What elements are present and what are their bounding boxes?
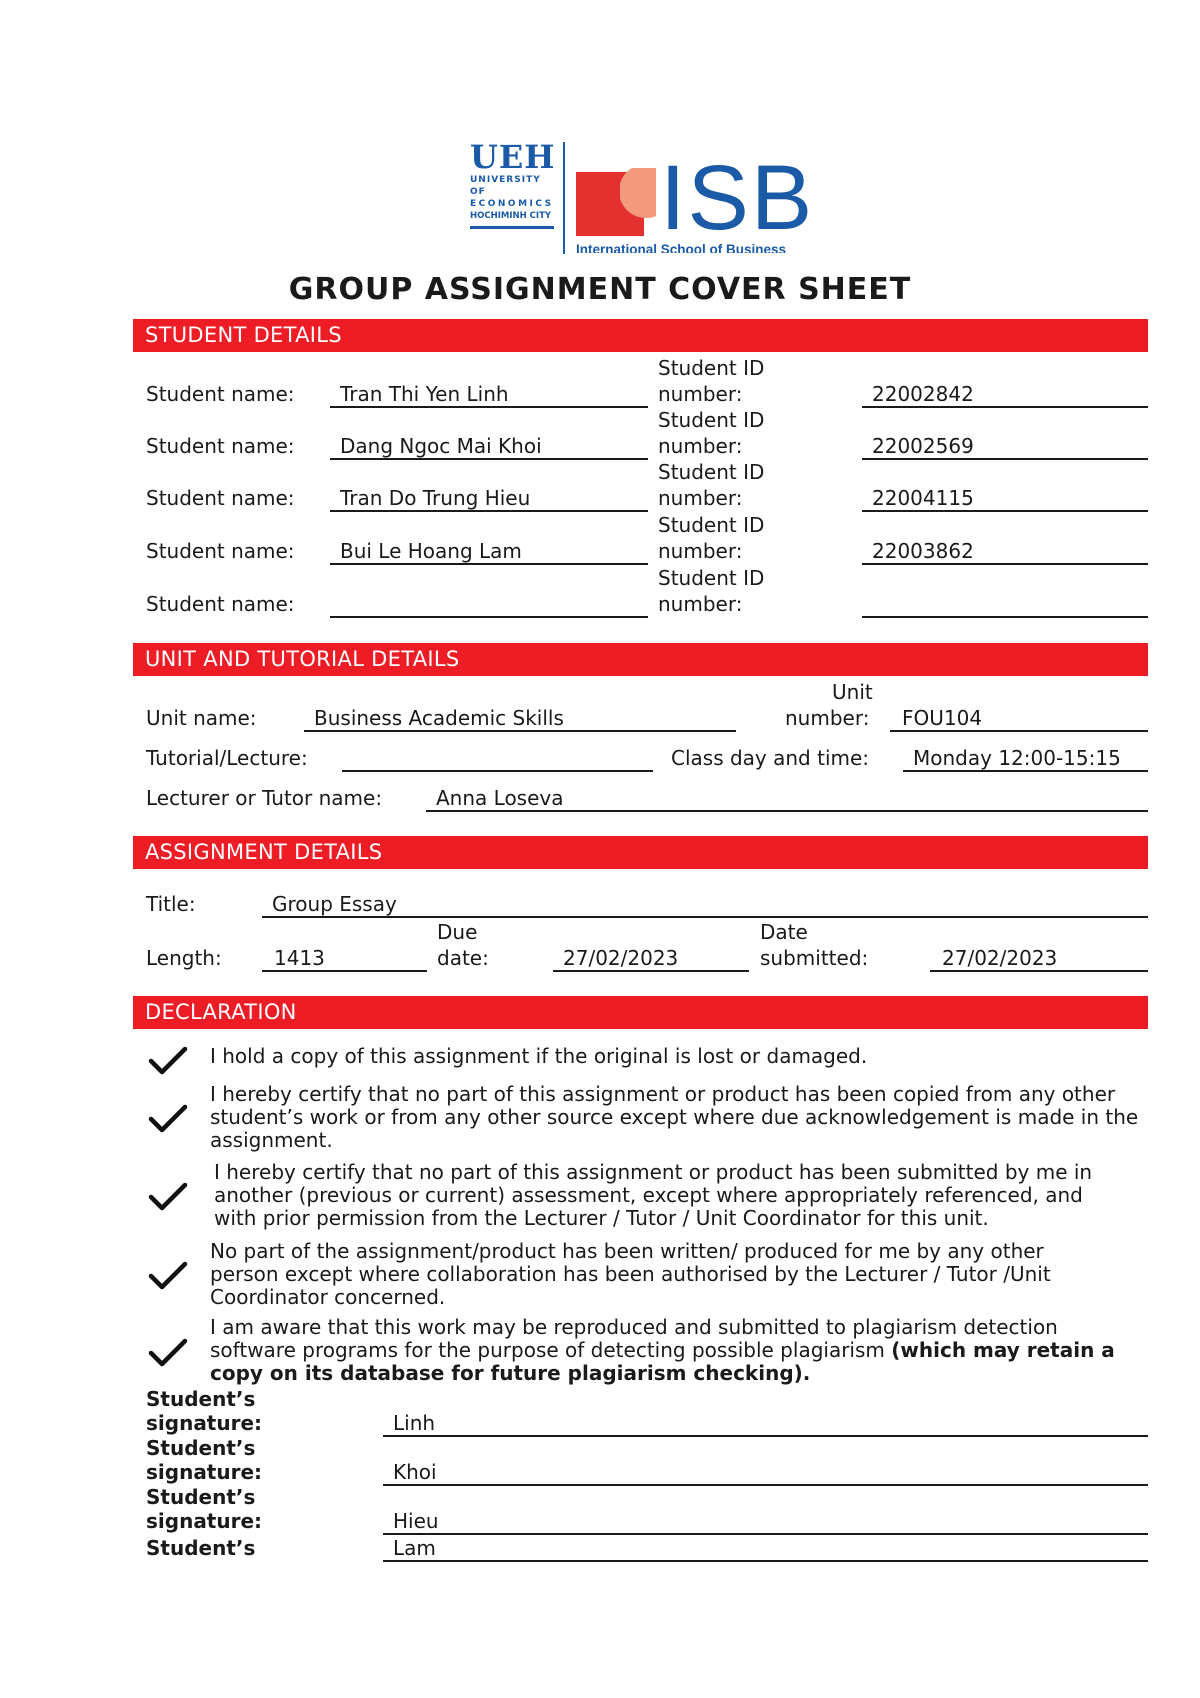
check-icon <box>148 1181 188 1213</box>
student-id-value: 22002569 <box>872 434 974 458</box>
signature-value: Hieu <box>393 1509 439 1533</box>
ueh-logo-line1: UNIVERSITY OF <box>470 175 541 197</box>
submitted-value: 27/02/2023 <box>942 946 1058 970</box>
declaration-item-5-text: I am aware that this work may be reproduced and submitted to plagiarism detection software programs for the purpose of detecting possible plagiarism <box>210 1315 1058 1362</box>
declaration-item-5 <box>210 1316 1145 1385</box>
class-day-label: Class day and time: <box>671 746 870 770</box>
tutorial-label: Tutorial/Lecture: <box>146 746 308 770</box>
unit-number-value: FOU104 <box>902 706 983 730</box>
student-name-value: Tran Thi Yen Linh <box>340 382 509 406</box>
signature-value: Khoi <box>393 1460 437 1484</box>
student-id-label-1: Student ID <box>658 460 765 484</box>
length-value: 1413 <box>274 946 325 970</box>
submitted-label-1: Date <box>760 920 808 944</box>
length-label: Length: <box>146 946 222 970</box>
student-id-label-1: Student ID <box>658 408 765 432</box>
unit-number-label-2: number: <box>785 706 870 730</box>
unit-name-label: Unit name: <box>146 706 257 730</box>
signature-label-2: signature: <box>146 1411 263 1435</box>
student-id-value: 22003862 <box>872 539 974 563</box>
student-name-label: Student name: <box>146 486 295 510</box>
class-day-value: Monday 12:00-15:15 <box>913 746 1121 770</box>
signature-label-2: signature: <box>146 1509 263 1533</box>
section-declaration: DECLARATION <box>133 996 1148 1029</box>
signature-label-2: signature: <box>146 1460 263 1484</box>
check-icon <box>148 1260 188 1292</box>
student-id-value: 22002842 <box>872 382 974 406</box>
student-id-value: 22004115 <box>872 486 974 510</box>
due-label-2: date: <box>437 946 489 970</box>
signature-label-1: Student’s <box>146 1485 256 1509</box>
isb-logo-mark <box>576 168 656 240</box>
declaration-item-1: I hold a copy of this assignment if the original is lost or damaged. <box>210 1044 868 1068</box>
student-id-label-1: Student ID <box>658 566 765 590</box>
check-icon <box>148 1103 188 1135</box>
signature-value: Lam <box>393 1536 436 1560</box>
student-name-value: Dang Ngoc Mai Khoi <box>340 434 542 458</box>
due-value: 27/02/2023 <box>563 946 679 970</box>
student-name-label: Student name: <box>146 539 295 563</box>
student-name-value: Tran Do Trung Hieu <box>340 486 531 510</box>
unit-name-value: Business Academic Skills <box>314 706 564 730</box>
declaration-item-2: I hereby certify that no part of this assignment or product has been copied from any other student’s work or from any other source except where due acknowledgement is made in the assignment. <box>210 1082 1139 1152</box>
student-name-value: Bui Le Hoang Lam <box>340 539 522 563</box>
section-student-details: STUDENT DETAILS <box>133 319 1148 352</box>
student-name-label: Student name: <box>146 434 295 458</box>
lecturer-label: Lecturer or Tutor name: <box>146 786 383 810</box>
lecturer-value: Anna Loseva <box>436 786 564 810</box>
declaration-item-5-bold: (which may retain a copy on its database for future plagiarism checking). <box>210 1338 1115 1385</box>
signature-label-1: Student’s <box>146 1387 256 1411</box>
student-id-label-2: number: <box>658 539 743 563</box>
isb-logo-text: ISB <box>660 147 815 249</box>
declaration-item-3: I hereby certify that no part of this assignment or product has been submitted by me in another (previous or current) assessment, except where appropriately referenced, and with prior permission from the Lecturer / Tutor / Unit Coordinator for this unit. <box>214 1160 1093 1230</box>
page-title: GROUP ASSIGNMENT COVER SHEET <box>288 272 912 307</box>
signature-label-1: Student’s <box>146 1536 256 1560</box>
signature-label-1: Student’s <box>146 1436 256 1460</box>
signature-value: Linh <box>393 1411 436 1435</box>
student-id-label-2: number: <box>658 486 743 510</box>
assignment-title-label: Title: <box>146 892 196 916</box>
unit-number-label-1: Unit <box>832 680 873 704</box>
ueh-logo-text: UEH <box>470 138 556 176</box>
student-id-label-2: number: <box>658 592 743 616</box>
ueh-logo <box>470 140 558 230</box>
check-icon <box>148 1337 188 1369</box>
student-name-label: Student name: <box>146 592 295 616</box>
section-unit-details: UNIT AND TUTORIAL DETAILS <box>133 643 1148 676</box>
ueh-logo-line2: ECONOMICS <box>470 199 554 209</box>
section-assignment-details: ASSIGNMENT DETAILS <box>133 836 1148 869</box>
isb-logo-caption: International School of Business <box>576 243 787 253</box>
student-id-label-1: Student ID <box>658 356 765 380</box>
assignment-title-value: Group Essay <box>272 892 397 916</box>
student-id-label-1: Student ID <box>658 513 765 537</box>
submitted-label-2: submitted: <box>760 946 869 970</box>
ueh-logo-line3: HOCHIMINH CITY <box>470 211 552 221</box>
check-icon <box>148 1045 188 1077</box>
student-name-label: Student name: <box>146 382 295 406</box>
student-id-label-2: number: <box>658 434 743 458</box>
student-id-label-2: number: <box>658 382 743 406</box>
logo-divider <box>563 142 565 254</box>
declaration-item-4: No part of the assignment/product has been written/ produced for me by any other person except where collaboration has been authorised by the Lecturer / Tutor /Unit Coordinator concerned. <box>210 1239 1051 1309</box>
due-label-1: Due <box>437 920 478 944</box>
